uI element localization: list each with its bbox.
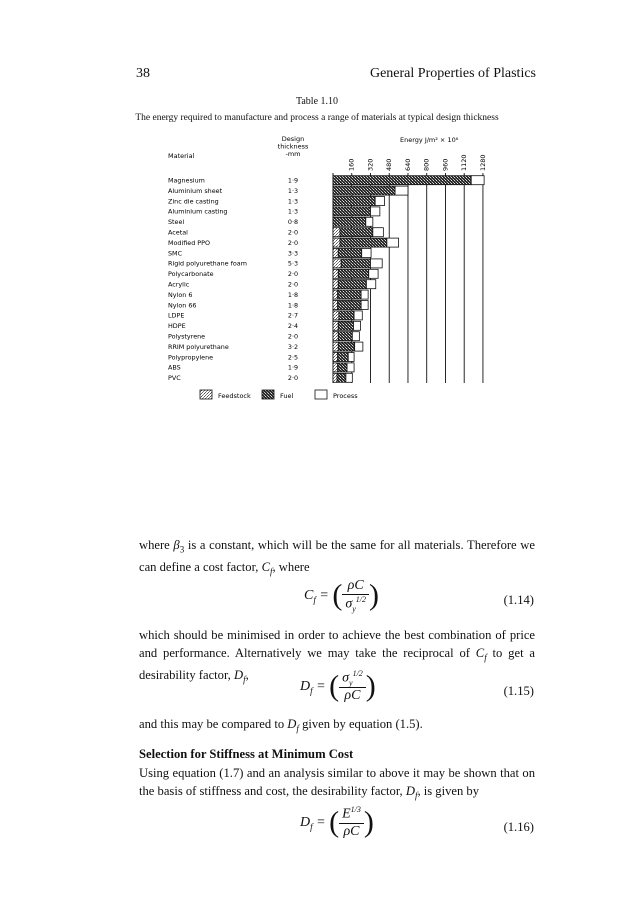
bar-fuel (338, 353, 349, 362)
bar-process (348, 353, 354, 362)
equation-1-16: $D_f$ = ( $\frac{E^{1/3}}{\rho C}$ ) (300, 805, 374, 839)
bar-process (361, 290, 368, 299)
bar-process (370, 259, 382, 268)
bar-fuel (333, 186, 395, 195)
running-head: General Properties of Plastics (369, 66, 536, 81)
x-tick-label: 640 (403, 158, 412, 171)
bar-fuel (340, 228, 373, 237)
eq14-numerator: ρC (342, 578, 369, 595)
category-label: Rigid polyurethane foam (168, 259, 247, 268)
header-energy: Energy J/m² × 10⁶ (400, 136, 459, 144)
thickness-value: 2·0 (287, 270, 299, 279)
category-label: Polycarbonate (168, 270, 214, 279)
x-tick-label: 1280 (478, 154, 487, 171)
equation-1-14: $C_f$ = ( $\frac{\rho C}{\sigma_y^{1/2}}$ ) (304, 578, 380, 614)
category-label: Nylon 6 (168, 290, 193, 299)
x-tick-label: 320 (366, 158, 375, 171)
bar-fuel (338, 269, 368, 278)
category-label: Acetal (168, 228, 188, 237)
legend-label: Process (333, 392, 358, 400)
bar-feedstock (333, 249, 338, 258)
equation-number-1-14: (1.14) (503, 593, 534, 607)
bar-feedstock (333, 238, 340, 247)
bar-fuel (338, 332, 352, 341)
bar-fuel (333, 176, 471, 185)
category-label: Aluminium casting (168, 207, 228, 216)
thickness-value: 2·4 (287, 322, 299, 331)
x-tick-label: 960 (441, 158, 450, 171)
category-label: PVC (168, 374, 181, 383)
bar-process (366, 280, 375, 289)
category-label: Modified PPO (168, 238, 211, 247)
x-tick-label: 800 (422, 158, 431, 171)
table-label: Table 1.10 (295, 96, 339, 107)
thickness-value: 1·9 (287, 363, 299, 372)
category-label: Aluminium sheet (168, 186, 223, 195)
category-label: RRIM polyurethane (168, 342, 229, 351)
bar-process (373, 228, 384, 237)
bar-feedstock (333, 321, 338, 330)
thickness-value: 1·3 (287, 197, 299, 206)
category-label: Steel (168, 218, 185, 227)
bar-fuel (338, 280, 366, 289)
bar-feedstock (333, 311, 339, 320)
header-thickness: -mm (285, 150, 301, 158)
bar-feedstock (333, 280, 338, 289)
bar-process (375, 197, 384, 206)
bar-fuel (333, 207, 370, 216)
bar-process (395, 186, 408, 195)
bar-feedstock (333, 269, 338, 278)
legend-label: Fuel (280, 392, 294, 400)
thickness-value: 3·3 (287, 249, 299, 258)
bar-process (471, 176, 484, 185)
category-label: Polystyrene (168, 332, 206, 341)
bar-fuel (333, 197, 375, 206)
page-number: 38 (136, 66, 150, 81)
bar-process (369, 269, 378, 278)
bar-feedstock (333, 373, 337, 382)
category-label: Polypropylene (168, 353, 214, 362)
category-label: Magnesium (168, 176, 205, 185)
thickness-value: 2·0 (287, 228, 299, 237)
eq16-denominator: ρC (343, 823, 360, 839)
paragraph-4: Using equation (1.7) and an analysis similar to above it may be shown that on the basis of stiffness and cost, the desirability factor, $D_f$, is given by (139, 766, 535, 801)
bar-fuel (338, 249, 361, 258)
thickness-value: 2·0 (287, 238, 299, 247)
paragraph-3: and this may be compared to $D_f$ given by equation (1.5). (139, 717, 423, 734)
legend-swatch (200, 390, 212, 399)
bar-fuel (338, 301, 361, 310)
bar-feedstock (333, 259, 341, 268)
bar-process (387, 238, 399, 247)
category-label: Nylon 66 (168, 301, 197, 310)
eq16-numerator: $E^{1/3}$ (339, 805, 364, 824)
bar-fuel (333, 217, 366, 226)
bar-fuel (341, 259, 370, 268)
x-tick-label: 1120 (460, 154, 469, 171)
bar-process (361, 301, 368, 310)
thickness-value: 1·8 (287, 290, 299, 299)
bar-fuel (340, 238, 387, 247)
bar-process (370, 207, 379, 216)
eq15-denominator: ρC (344, 688, 361, 704)
thickness-value: 1·3 (287, 207, 299, 216)
category-label: SMC (168, 249, 183, 258)
category-label: ABS (168, 363, 181, 372)
paragraph-2: which should be minimised in order to achieve the best combination of price and performance. Alternatively we may take the reciprocal of $C_f$ to get a desirability factor, $D_f$, (139, 628, 535, 685)
bar-fuel (338, 290, 361, 299)
header-thickness: Design (281, 135, 305, 143)
bar-feedstock (333, 332, 338, 341)
bar-process (354, 311, 362, 320)
header-thickness: thickness (277, 142, 309, 151)
bar-feedstock (333, 290, 338, 299)
bar-feedstock (333, 353, 338, 362)
thickness-value: 1·8 (287, 301, 299, 310)
equation-1-15: $D_f$ = ( $\frac{\sigma_y^{1/2}}{\rho C}$ ) (300, 669, 376, 704)
x-tick-label: 480 (385, 158, 394, 171)
legend-label: Feedstock (218, 392, 251, 400)
thickness-value: 0·8 (287, 218, 299, 227)
equation-number-1-15: (1.15) (503, 684, 534, 698)
bar-process (366, 217, 373, 226)
thickness-value: 2·0 (287, 374, 299, 383)
bar-process (362, 249, 371, 258)
category-label: LDPE (168, 311, 185, 320)
bar-fuel (339, 311, 354, 320)
bar-process (354, 321, 361, 330)
table-caption: The energy required to manufacture and process a range of materials at typical design thickness (135, 113, 499, 123)
thickness-value: 2·7 (287, 311, 299, 320)
thickness-value: 3·2 (287, 342, 299, 351)
bar-feedstock (333, 363, 338, 372)
thickness-value: 1·9 (287, 176, 299, 185)
bar-fuel (337, 373, 346, 382)
category-label: HDPE (168, 322, 186, 331)
thickness-value: 2·5 (287, 353, 299, 362)
paragraph-1: where $\beta_3$ is a constant, which will be the same for all materials. Therefore we can define a cost factor, $C_f$, where (139, 538, 535, 577)
thickness-value: 2·0 (287, 332, 299, 341)
bar-feedstock (333, 342, 338, 351)
bar-process (347, 363, 354, 372)
eq15-numerator: $\sigma_y^{1/2}$ (339, 669, 366, 688)
category-label: Zinc die casting (168, 197, 219, 206)
x-tick-label: 160 (347, 158, 356, 171)
bar-process (355, 342, 363, 351)
bar-fuel (338, 342, 354, 351)
equation-number-1-16: (1.16) (503, 820, 534, 834)
category-label: Acrylic (168, 280, 190, 289)
legend-swatch (262, 390, 274, 399)
bar-process (346, 373, 352, 382)
thickness-value: 2·0 (287, 280, 299, 289)
bar-feedstock (333, 228, 340, 237)
thickness-value: 5·3 (287, 259, 299, 268)
bar-fuel (338, 363, 347, 372)
section-heading: Selection for Stiffness at Minimum Cost (139, 747, 354, 761)
eq14-denominator: $\sigma_y^{1/2}$ (345, 595, 367, 614)
legend-swatch (315, 390, 327, 399)
thickness-value: 1·3 (287, 186, 299, 195)
bar-process (352, 332, 359, 341)
bar-fuel (338, 321, 353, 330)
header-material: Material (168, 152, 195, 160)
bar-feedstock (333, 301, 338, 310)
